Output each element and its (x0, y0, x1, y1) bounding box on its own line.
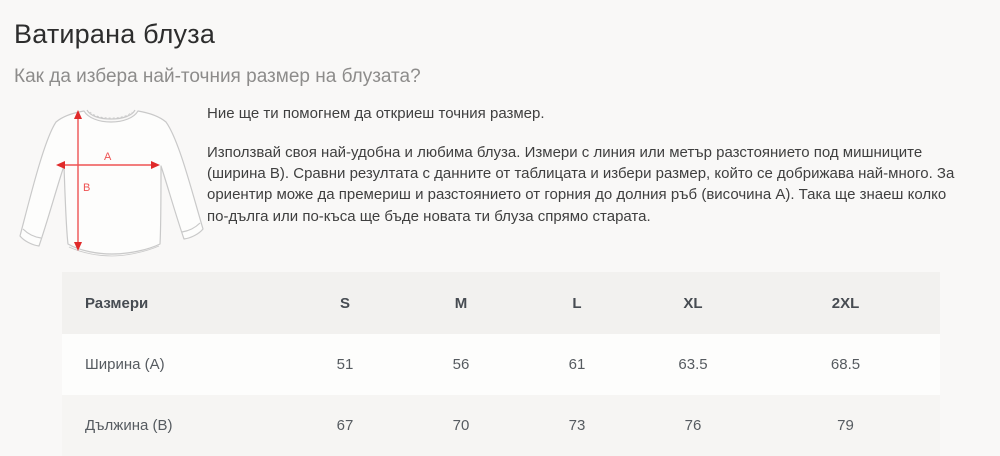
guide-text-block (207, 98, 969, 226)
size-table-header-s: S (339, 294, 350, 312)
table-row-length (62, 395, 940, 456)
length-value-m: 70 (452, 417, 470, 435)
size-table-header-2xl: 2XL (831, 294, 860, 312)
length-value-l: 73 (568, 417, 586, 435)
length-value-2xl: 79 (837, 417, 854, 435)
size-table (62, 272, 940, 456)
size-table-header-l: L (572, 294, 582, 312)
width-value-l: 61 (568, 356, 586, 374)
length-value-xl: 76 (684, 417, 702, 435)
width-value-2xl: 68.5 (830, 356, 861, 374)
table-row-width (62, 334, 940, 395)
width-row-label: Ширина (A) (85, 356, 165, 374)
size-table-header-m: M (454, 294, 468, 312)
shirt-illustration-icon (14, 98, 207, 260)
guide-body-paragraph: Използвай своя най-удобна и любима блуза. Измери с линия или метър разстоянието под мишниците (ширина B). Сравни резултата с данните от таблицата и избери размер, който се добрижава най-много. За ориентир може да премериш и разстоянието от горния до долния ръб (височина A). Така ще знаеш колко по-дълга или по-къса ще бъде новата ти блуза спрямо старата. (207, 143, 955, 225)
page-subtitle: Как да избера най-точния размер на блузата? (14, 66, 421, 88)
guide-intro-paragraph: Ние ще ти помогнем да откриеш точния размер. (207, 105, 545, 123)
length-value-s: 67 (336, 417, 354, 435)
size-table-header-row (62, 272, 940, 334)
width-arrow-label: A (104, 151, 112, 164)
width-value-xl: 63.5 (678, 356, 708, 374)
size-table-header-sizes: Размери (85, 294, 149, 312)
size-table-header-xl: XL (683, 294, 703, 312)
size-table-section (62, 272, 986, 456)
length-row-label: Дължина (B) (85, 417, 173, 435)
shirt-measurement-diagram (14, 98, 207, 260)
height-arrow-label: B (83, 182, 91, 195)
width-value-m: 56 (452, 356, 470, 374)
width-value-s: 51 (336, 356, 354, 374)
guide-section (14, 98, 986, 260)
page-title: Ватирана блуза (14, 19, 216, 49)
